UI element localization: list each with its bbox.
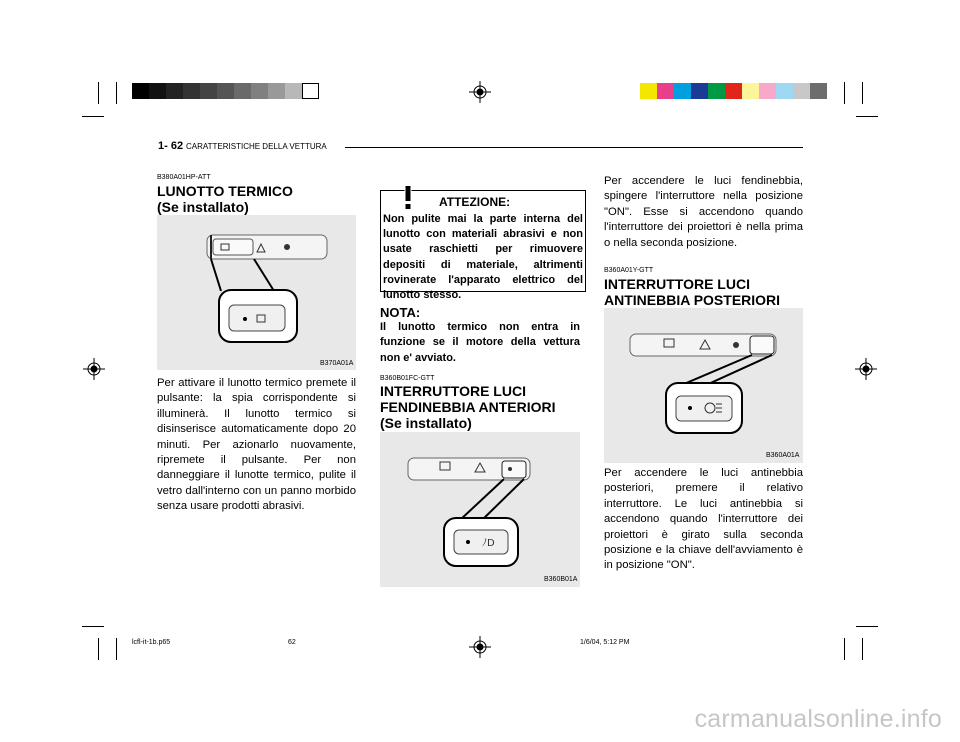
body-paragraph: Per accendere le luci antinebbia posteriori, premere il relativo interruttore. Le luci antinebbia si accendono quando l'interruttore dei proiettori è girato sulla seconda posizione e la chiave dell'avviamento è in posizione "ON". <box>604 467 803 572</box>
section-title: CARATTERISTICHE DELLA VETTURA <box>186 142 327 151</box>
section-code: B360B01FC-GTT <box>380 375 435 382</box>
exclamation-triangle-icon <box>393 182 423 212</box>
section-code: B380A01HP-ATT <box>157 174 211 181</box>
warning-box <box>380 190 586 302</box>
body-paragraph: Per attivare il lunotto termico premete il pulsante: la spia corrispondente si illuminerà. Il lunotto termico si disinserisce automaticamente dopo 20 minuti. Per azionarlo nuovamente, ripremete il pulsante. Per non danneggiare il lunotte termico, pulite il vetro dall'interno con un panno morbido senza usare prodotti abrasivi. <box>157 377 356 513</box>
grayscale-calibration-bar <box>132 83 319 99</box>
note-title: NOTA: <box>380 305 421 320</box>
section-heading: INTERRUTTORE LUCI ANTINEBBIA POSTERIORI <box>604 276 781 308</box>
registration-mark-icon <box>83 358 105 380</box>
svg-text:ﾉD: ﾉD <box>482 538 495 549</box>
registration-mark-icon <box>469 81 491 103</box>
footer-page: 62 <box>288 639 296 646</box>
section-heading: LUNOTTO TERMICO (Se installato) <box>157 183 293 215</box>
footer-filename: lcfl-it-1b.p65 <box>132 639 171 646</box>
rear-fog-light-switch-figure <box>604 308 803 463</box>
warning-body: Non pulite mai la parte interna del lunotto con materiali abrasivi e non usate raschietti per rimuovere depositi di materiale, altrimenti rovinerate l'apparato elettrico del lunotto stesso. <box>383 213 583 302</box>
figure-caption: B360A01A <box>766 452 800 459</box>
figure-caption: B360B01A <box>544 576 578 583</box>
registration-mark-icon <box>469 636 491 658</box>
watermark: carmanualsonline.info <box>694 705 942 733</box>
front-fog-light-switch-figure <box>380 432 580 587</box>
intro-paragraph: Per accendere le luci fendinebbia, spingere l'interruttore nella posizione "ON". Esse si accendono quando l'interruttore dei proiettori è nella prima o nella seconda posizione. <box>604 175 803 249</box>
figure-caption: B370A01A <box>320 360 354 367</box>
rear-defroster-switch-figure <box>157 215 356 370</box>
page-number: 1- 62 <box>158 140 184 152</box>
header-rule <box>345 147 803 148</box>
section-heading: INTERRUTTORE LUCI FENDINEBBIA ANTERIORI (Se installato) <box>380 383 556 431</box>
warning-title: ATTEZIONE: <box>439 195 511 209</box>
footer-date: 1/6/04, 5:12 PM <box>580 639 630 646</box>
color-calibration-bar <box>640 83 827 99</box>
registration-mark-icon <box>855 358 877 380</box>
section-code: B360A01Y-GTT <box>604 267 654 274</box>
note-body: Il lunotto termico non entra in funzione se il motore della vettura non e' avviato. <box>380 321 580 364</box>
